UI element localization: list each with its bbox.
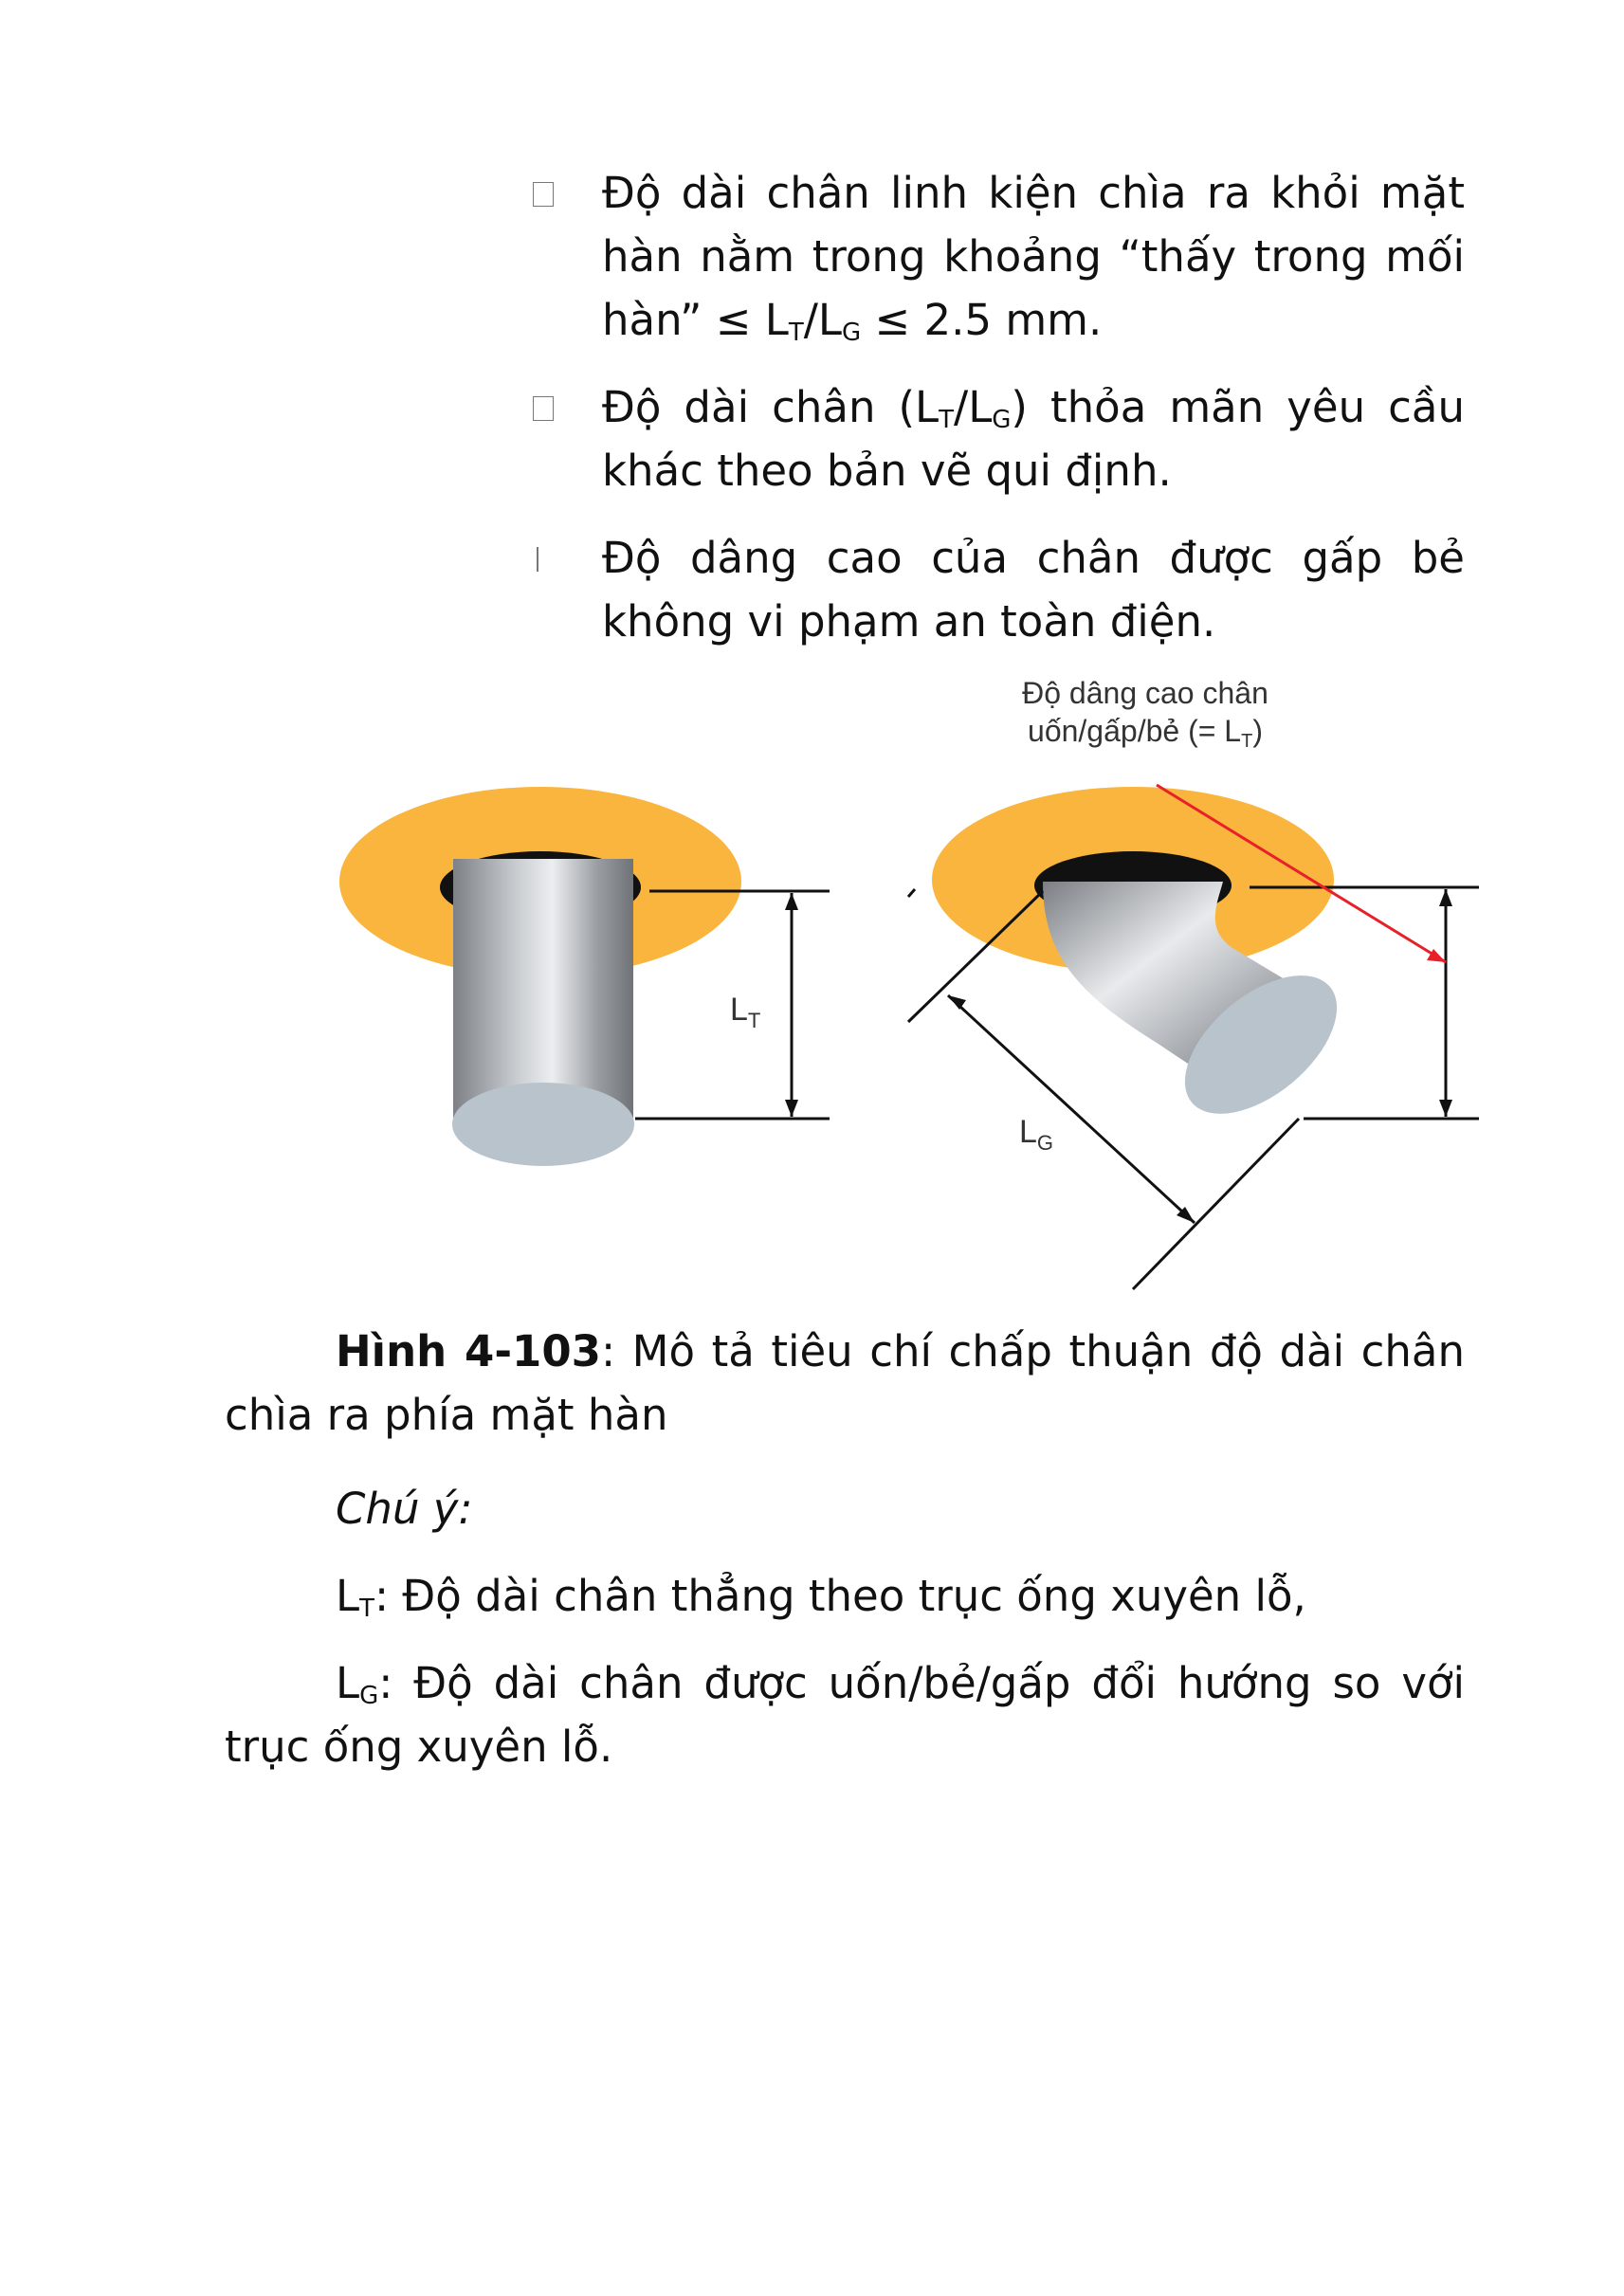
subscript-t: T [788,319,804,347]
bullet-text-slash: /L [954,382,993,432]
lg-label: $L_G$ [1019,1114,1054,1155]
list-item [531,161,1465,352]
caption-text: : Mô tả tiêu chí chấp thuận độ dài chân chìa ra phía mặt hàn [225,1326,1465,1440]
caption-label: Hình 4-103 [336,1326,601,1376]
bullet-text: Độ dâng cao của chân được gấp bẻ không vi phạm an toàn điện. [602,533,1465,647]
bullet-text-slash: /L [803,295,842,345]
bullet-text: Độ dài chân (L [602,382,940,432]
list-item [531,526,1465,653]
criteria-list [531,161,1465,677]
raise-height-label: Độ dâng cao chân [1022,676,1268,710]
straight-lead-drawing [339,787,830,1166]
subscript-g: G [992,406,1012,434]
figure-caption [225,1320,1465,1447]
subscript-t: T [939,406,955,434]
note-lt: $L_T$: Độ dài chân thẳng theo trục ống xuyên lỗ, [336,1571,1306,1623]
bullet-text-end: ) thỏa mãn yêu cầu khác theo bản vẽ qui định. [602,382,1465,496]
bullet-text-end: ≤ 2.5 mm. [861,295,1103,345]
lead-length-figure [322,673,1488,1299]
straight-pin-end [452,1083,634,1166]
note-lg: $L_G$: Độ dài chân được uốn/bẻ/gấp đổi hướng so với trục ống xuyên lỗ. [225,1658,1465,1772]
lt-label: $L_T$ [730,992,761,1032]
list-item [531,375,1465,502]
raise-height-label-line2: uốn/gấp/bẻ (= LT) [1028,714,1263,752]
bullet-text: Độ dài chân linh kiện chìa ra khỏi mặt hàn nằm trong khoảng “thấy trong mối hàn” ≤ L [602,168,1465,345]
note-title: Chú ý: [336,1484,473,1534]
bent-lead-drawing [908,676,1479,1289]
bullet-box-icon [533,182,554,207]
bullet-bar-icon [537,547,538,572]
subscript-g: G [841,319,862,347]
bullet-box-icon [533,396,554,421]
